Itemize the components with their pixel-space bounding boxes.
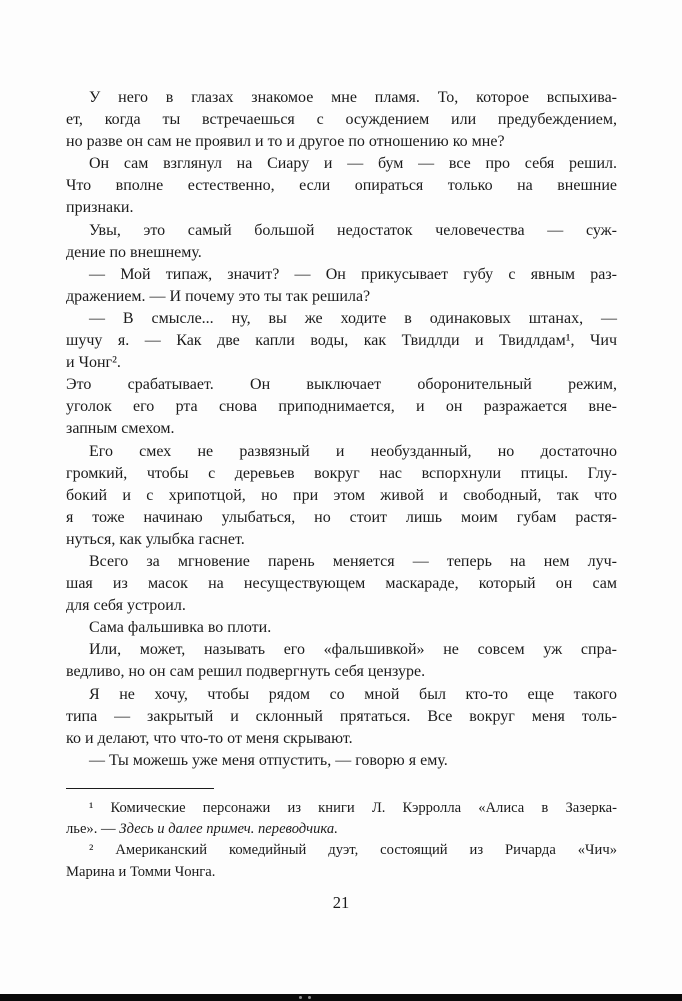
text-line: Его смех не развязный и необузданный, но достаточно [89,442,617,460]
text-line: шая из масок на несуществующем маскараде, который он сам [66,575,617,593]
page-number: 21 [332,893,350,912]
body-text [66,87,617,772]
text-line: я тоже начинаю улыбаться, но стоит лишь моим губам растя- [66,508,617,526]
text-line: ко и делают, что что-то от меня скрывают. [66,729,353,747]
text-line: бокий и с хрипотцой, но при этом живой и свободный, так что [66,486,617,504]
text-line: Всего за мгновение парень меняется — теперь на нем луч- [89,552,617,570]
paragraph [66,374,617,440]
text-line: запным смехом. [66,420,175,438]
paragraph [66,308,617,374]
text-line: Что вполне естественно, если опираться только на внешние [66,177,617,195]
text-line: Или, может, называть его «фальшивкой» не совсем уж спра- [89,641,617,659]
footnote-line [66,840,617,861]
paragraph [66,153,617,219]
footnote-italic-text: Здесь и далее примеч. переводчика. [119,821,338,838]
text-line: дение по внешнему. [66,243,202,261]
text-line: признаки. [66,199,134,217]
text-line: громкий, чтобы с деревьев вокруг нас вспорхнули птицы. Глу- [66,464,617,482]
text-line: Он сам взглянул на Сиару и — бум — все про себя решил. [89,155,617,173]
text-line: ет, когда ты встречаешься с осуждением или предубеждением, [66,111,617,129]
paragraph [66,750,617,772]
paragraph [66,264,617,308]
text-line: типа — закрытый и склонный прятаться. Все вокруг меня толь- [66,707,617,725]
text-line: Увы, это самый большой недостаток человечества — суж- [89,221,617,239]
paragraph [66,87,617,153]
bottom-bar-dot [299,996,302,999]
footnote [66,798,617,840]
footnote-line [66,819,617,840]
footnote-text: ² Американский комедийный дуэт, состоящий из Ричарда «Чич» [89,842,617,859]
footnote [66,840,617,882]
paragraph [66,617,617,639]
text-line: ведливо, но он сам решил подвергнуть себя цензуре. [66,663,426,681]
footnote-line [66,862,617,883]
text-line: Сама фальшивка во плоти. [89,619,272,637]
text-line: Это срабатывает. Он выключает оборонительный режим, [66,376,617,394]
footnote-separator [66,788,214,789]
bottom-bar-dot [308,996,311,999]
text-line: У него в глазах знакомое мне пламя. То, которое вспыхива- [89,89,617,106]
paragraph [66,441,617,551]
bottom-bar [0,994,682,1001]
text-line: но разве он сам не проявил и то и другое по отношению ко мне? [66,133,505,151]
text-line: — Ты можешь уже меня отпустить, — говорю я ему. [89,751,448,769]
paragraph [66,684,617,750]
footnote-line [66,798,617,819]
paragraph [66,220,617,264]
footnote-text: Марина и Томми Чонга. [66,863,216,880]
footnote-text: лье». — [66,821,120,838]
paragraph [66,551,617,617]
text-line: и Чонг². [66,354,121,372]
text-line: для себя устроил. [66,597,186,615]
text-line: — В смысле... ну, вы же ходите в одинаковых штанах, — [89,309,617,327]
text-line: Я не хочу, чтобы рядом со мной был кто-то еще такого [89,685,617,703]
text-line: уголок его рта снова приподнимается, и он разражается вне- [66,398,617,416]
text-line: шучу я. — Как две капли воды, как Твидлди и Твидлдам¹, Чич [66,332,617,350]
footnote-text: ¹ Комические персонажи из книги Л. Кэрролла «Алиса в Зазерка- [89,800,617,816]
text-line: дражением. — И почему это ты так решила? [66,287,371,305]
paragraph [66,639,617,683]
text-line: — Мой типаж, значит? — Он прикусывает губу с явным раз- [89,265,617,283]
text-line: нуться, как улыбка гаснет. [66,530,245,548]
footnotes [66,798,617,883]
